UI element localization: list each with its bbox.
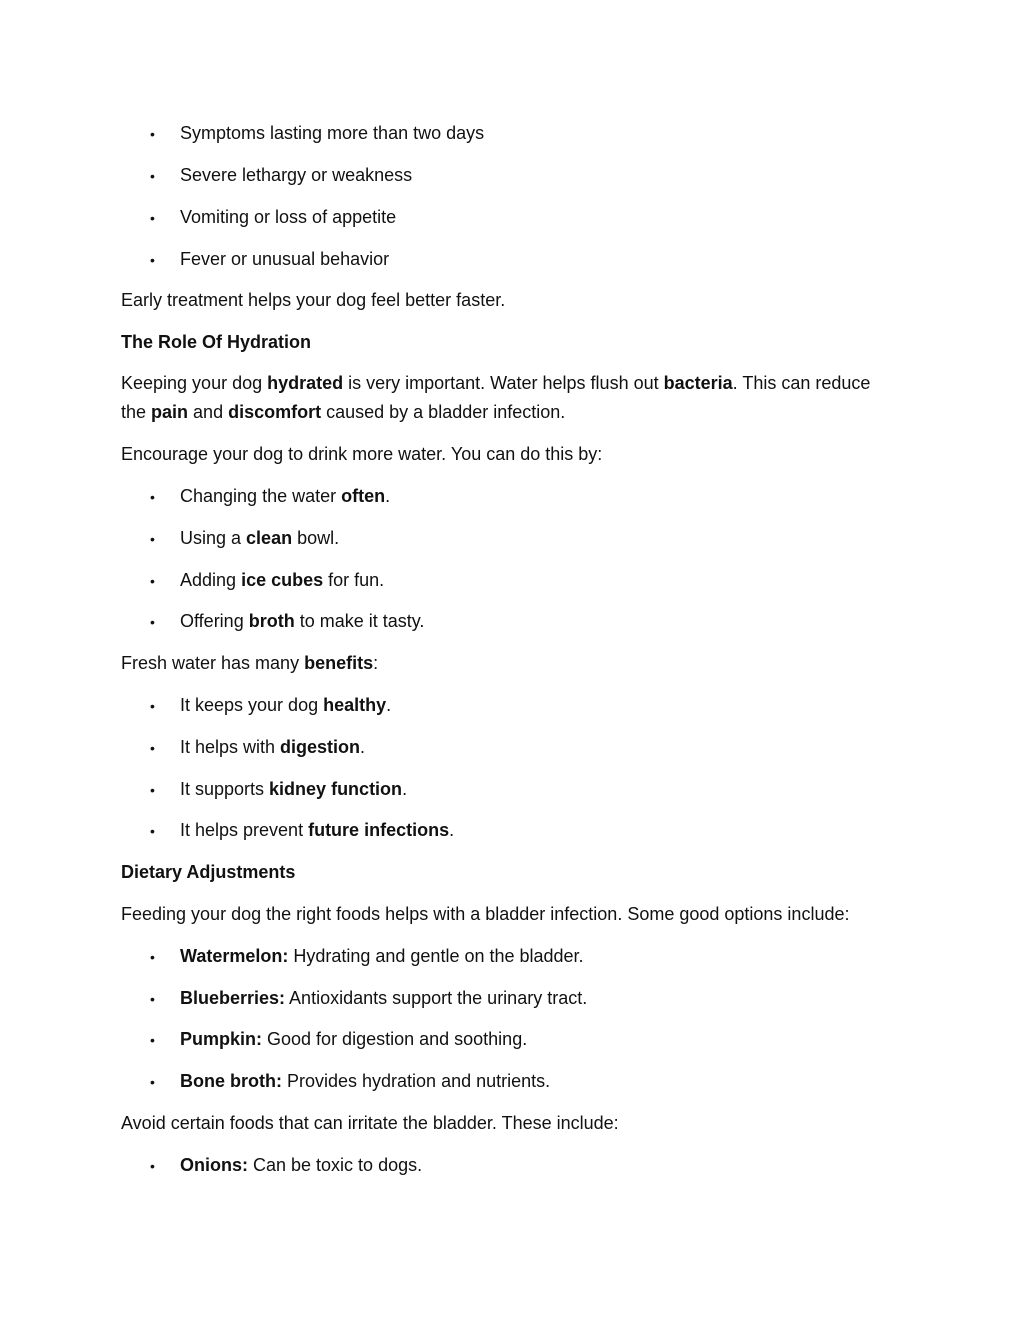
text-run: Vomiting or loss of appetite [180,207,397,227]
text-run: Keeping your dog [121,373,268,393]
text-run: . [385,486,391,506]
bold-text: clean [246,528,293,548]
encourage-text: Encourage your dog to drink more water. You can do this by: [121,444,603,464]
text-run: It helps with [180,737,281,757]
list-item [150,735,365,760]
bold-text: Watermelon: [180,946,289,966]
text-run: . [402,779,408,799]
text-run: Fresh water has many [121,653,305,673]
bold-text: pain [151,402,189,422]
bold-text: benefits [304,653,374,673]
text-run: Hydrating and gentle on the bladder. [288,946,584,966]
bullet-icon: • [150,126,155,142]
early-treatment-text: Early treatment helps your dog feel better faster. [121,290,506,310]
bold-text: broth [248,611,295,631]
diet-intro-text: Feeding your dog the right foods helps with a bladder infection. Some good options include: [121,904,850,924]
bullet-icon: • [150,1032,155,1048]
bullet-icon: • [150,1158,155,1174]
text-run: It helps prevent [180,820,309,840]
bold-text: future infections [308,820,450,840]
list-item [150,818,454,843]
list-item [150,1027,527,1052]
bullet-icon: • [150,614,155,630]
bullet-icon: • [150,1074,155,1090]
bold-text: Bone broth: [180,1071,282,1091]
bullet-icon: • [150,252,155,268]
list-item [150,944,584,969]
list-item [150,1153,422,1178]
text-run: Severe lethargy or weakness [180,165,413,185]
text-run: Symptoms lasting more than two days [180,123,485,143]
text-run: Changing the water [180,486,342,506]
bold-text: often [341,486,386,506]
bullet-icon: • [150,782,155,798]
bullet-icon: • [150,168,155,184]
text-run: : [373,653,379,673]
list-item [150,1069,550,1094]
text-run: Adding [180,570,242,590]
text-run: . [386,695,392,715]
text-run: It keeps your dog [180,695,324,715]
bullet-icon: • [150,740,155,756]
bold-text: digestion [280,737,361,757]
list-item [150,693,391,718]
text-run: and [188,402,229,422]
text-run: to make it tasty. [294,611,425,631]
bullet-icon: • [150,573,155,589]
hydration-heading: The Role Of Hydration [121,332,312,352]
text-run: Provides hydration and nutrients. [281,1071,551,1091]
bullet-icon: • [150,823,155,839]
list-item [150,526,339,551]
text-run: Offering [180,611,249,631]
text-run: Fever or unusual behavior [180,249,390,269]
bold-text: discomfort [228,402,322,422]
list-item [150,568,384,593]
text-run: It supports [180,779,270,799]
bullet-icon: • [150,489,155,505]
text-run: . [449,820,455,840]
avoid-intro-text: Avoid certain foods that can irritate the bladder. These include: [121,1113,619,1133]
bullet-icon: • [150,531,155,547]
text-run: is very important. Water helps flush out [343,373,664,393]
fresh-water-text [121,651,378,675]
text-run: . This can reduce the [121,373,871,422]
list-item [150,205,396,230]
text-run: bowl. [292,528,340,548]
bullet-icon: • [150,991,155,1007]
diet-heading: Dietary Adjustments [121,862,296,882]
text-run: for fun. [323,570,385,590]
bold-text: Pumpkin: [180,1029,263,1049]
text-run: Good for digestion and soothing. [262,1029,528,1049]
text-run: . [360,737,366,757]
bold-text: kidney function [269,779,403,799]
text-run: Using a [180,528,247,548]
list-item [150,986,587,1011]
bold-text: ice cubes [241,570,324,590]
bullet-icon: • [150,210,155,226]
bullet-icon: • [150,949,155,965]
text-run: Can be toxic to dogs. [248,1155,423,1175]
hydration-paragraph [121,369,891,427]
bullet-icon: • [150,698,155,714]
list-item [150,163,412,188]
list-item [150,484,390,509]
bold-text: bacteria [663,373,733,393]
bold-text: healthy [323,695,387,715]
list-item [150,247,389,272]
bold-text: hydrated [267,373,344,393]
list-item [150,609,424,634]
text-run: caused by a bladder infection. [321,402,566,422]
list-item [150,777,407,802]
text-run: Antioxidants support the urinary tract. [285,988,588,1008]
bold-text: Onions: [180,1155,248,1175]
bold-text: Blueberries: [180,988,286,1008]
list-item [150,121,484,146]
